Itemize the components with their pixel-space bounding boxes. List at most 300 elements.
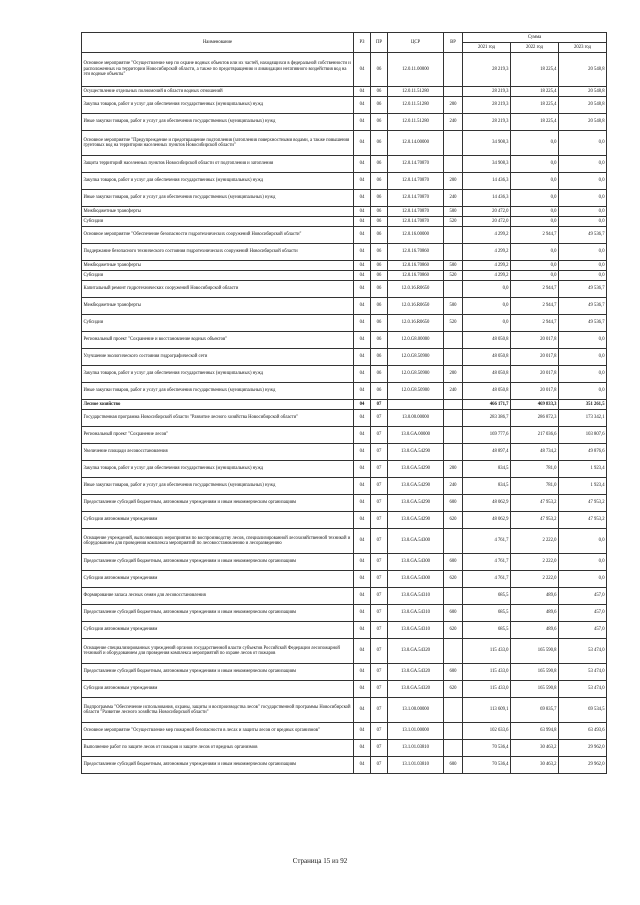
row-sum-2021: 685,5 xyxy=(463,622,511,639)
row-rz: 04 xyxy=(354,740,371,757)
row-sum-2023: 63 493,6 xyxy=(559,723,607,740)
row-sum-2022: 69 835,7 xyxy=(511,698,559,723)
row-sum-2021: 115 433,0 xyxy=(463,639,511,664)
row-sum-2021: 102 633,6 xyxy=(463,723,511,740)
row-sum-2022: 781,0 xyxy=(511,478,559,495)
row-sum-2021: 28 219,3 xyxy=(463,53,511,87)
row-rz: 04 xyxy=(354,400,371,410)
row-csr: 12.0.14.70870 xyxy=(388,207,444,217)
row-pr: 07 xyxy=(371,698,388,723)
row-name: Субсидии автономным учреждениям xyxy=(82,681,354,698)
row-sum-2023: 49 536,7 xyxy=(559,298,607,315)
row-rz: 04 xyxy=(354,114,371,131)
row-pr: 07 xyxy=(371,757,388,774)
row-pr: 07 xyxy=(371,478,388,495)
table-row xyxy=(82,131,607,156)
row-pr: 06 xyxy=(371,173,388,190)
row-sum-2021: 70 536,4 xyxy=(463,740,511,757)
row-vr: 520 xyxy=(444,217,463,227)
row-sum-2021: 4 761,7 xyxy=(463,571,511,588)
row-sum-2021: 48 050,8 xyxy=(463,349,511,366)
row-name: Оснащение специализированных учреждений органов государственной власти субъектов Российской Федерации лесопожарной техникой и оборудованием для проведения комплекса мероприятий по охране лесов от пожаров xyxy=(82,639,354,664)
row-csr: 13.0.GA.54320 xyxy=(388,664,444,681)
header-year-2022: 2022 год xyxy=(511,43,559,53)
header-vr: ВР xyxy=(444,33,463,53)
row-vr: 620 xyxy=(444,622,463,639)
row-rz: 04 xyxy=(354,271,371,281)
row-sum-2021: 0,0 xyxy=(463,315,511,332)
row-vr xyxy=(444,740,463,757)
row-sum-2022: 20 017,8 xyxy=(511,383,559,400)
row-sum-2021: 283 386,7 xyxy=(463,410,511,427)
row-sum-2022: 165 590,8 xyxy=(511,681,559,698)
row-csr: 13.0.GA.54320 xyxy=(388,639,444,664)
row-pr: 06 xyxy=(371,366,388,383)
row-pr: 07 xyxy=(371,588,388,605)
row-vr: 600 xyxy=(444,605,463,622)
row-csr: 12.0.G8.00000 xyxy=(388,332,444,349)
row-vr: 500 xyxy=(444,261,463,271)
row-name: Предоставление субсидий бюджетным, автономным учреждениям и иным некоммерческим организациям xyxy=(82,495,354,512)
row-name: Субсидии автономным учреждениям xyxy=(82,512,354,529)
table-row xyxy=(82,495,607,512)
row-rz: 04 xyxy=(354,427,371,444)
row-csr: 12.0.14.00000 xyxy=(388,131,444,156)
row-pr: 06 xyxy=(371,217,388,227)
row-vr xyxy=(444,588,463,605)
table-row xyxy=(82,723,607,740)
row-rz: 04 xyxy=(354,53,371,87)
table-row xyxy=(82,622,607,639)
row-vr xyxy=(444,698,463,723)
row-csr: 13.1.01.00000 xyxy=(388,723,444,740)
row-pr: 07 xyxy=(371,723,388,740)
row-vr xyxy=(444,87,463,97)
table-row xyxy=(82,173,607,190)
row-sum-2021: 4 299,2 xyxy=(463,261,511,271)
row-vr xyxy=(444,244,463,261)
row-sum-2022: 18 225,4 xyxy=(511,53,559,87)
row-vr: 240 xyxy=(444,190,463,207)
row-csr: 13.0.GA.54300 xyxy=(388,571,444,588)
table-row xyxy=(82,383,607,400)
row-pr: 07 xyxy=(371,495,388,512)
row-csr: 12.0.16.70860 xyxy=(388,261,444,271)
row-sum-2021: 466 171,7 xyxy=(463,400,511,410)
row-name: Государственная программа Новосибирской области "Развитие лесного хозяйства Новосибирской области" xyxy=(82,410,354,427)
header-year-2021: 2021 год xyxy=(463,43,511,53)
row-csr: 12.0.16.R0650 xyxy=(388,298,444,315)
row-sum-2021: 4 299,2 xyxy=(463,271,511,281)
row-sum-2023: 53 474,0 xyxy=(559,664,607,681)
table-row xyxy=(82,207,607,217)
row-name: Иные закупки товаров, работ и услуг для обеспечения государственных (муниципальных) нужд xyxy=(82,114,354,131)
row-rz: 04 xyxy=(354,681,371,698)
row-rz: 04 xyxy=(354,622,371,639)
row-name: Предоставление субсидий бюджетным, автономным учреждениям и иным некоммерческим организациям xyxy=(82,664,354,681)
row-pr: 07 xyxy=(371,444,388,461)
row-sum-2021: 0,0 xyxy=(463,281,511,298)
table-row xyxy=(82,427,607,444)
row-name: Региональный проект "Сохранение лесов" xyxy=(82,427,354,444)
row-sum-2021: 0,0 xyxy=(463,298,511,315)
table-row xyxy=(82,512,607,529)
row-sum-2022: 469 833,3 xyxy=(511,400,559,410)
row-pr: 07 xyxy=(371,554,388,571)
row-sum-2022: 0,0 xyxy=(511,261,559,271)
row-name: Предоставление субсидий бюджетным, автономным учреждениям и иным некоммерческим организациям xyxy=(82,757,354,774)
row-rz: 04 xyxy=(354,298,371,315)
row-sum-2021: 4 761,7 xyxy=(463,554,511,571)
row-sum-2021: 834,5 xyxy=(463,478,511,495)
row-csr: 13.0.GA.54310 xyxy=(388,622,444,639)
table-row xyxy=(82,156,607,173)
row-vr xyxy=(444,529,463,554)
row-name: Межбюджетные трансферты xyxy=(82,298,354,315)
row-sum-2023: 20 548,8 xyxy=(559,97,607,114)
row-rz: 04 xyxy=(354,723,371,740)
row-vr: 620 xyxy=(444,681,463,698)
row-sum-2022: 2 222,0 xyxy=(511,571,559,588)
row-csr: 13.0.GA.54320 xyxy=(388,681,444,698)
row-sum-2023: 0,0 xyxy=(559,349,607,366)
row-name: Закупка товаров, работ и услуг для обеспечения государственных (муниципальных) нужд xyxy=(82,366,354,383)
row-sum-2022: 0,0 xyxy=(511,131,559,156)
row-vr: 200 xyxy=(444,366,463,383)
row-pr: 07 xyxy=(371,461,388,478)
row-pr: 06 xyxy=(371,114,388,131)
row-sum-2021: 20 472,0 xyxy=(463,217,511,227)
table-row xyxy=(82,588,607,605)
table-row xyxy=(82,605,607,622)
row-sum-2021: 48 050,8 xyxy=(463,383,511,400)
row-vr: 200 xyxy=(444,461,463,478)
row-rz: 04 xyxy=(354,207,371,217)
row-sum-2023: 20 548,8 xyxy=(559,53,607,87)
row-name: Субсидии xyxy=(82,217,354,227)
row-csr xyxy=(388,400,444,410)
row-name: Улучшение экологического состояния гидрографической сети xyxy=(82,349,354,366)
row-pr: 06 xyxy=(371,298,388,315)
row-pr: 06 xyxy=(371,244,388,261)
row-rz: 04 xyxy=(354,156,371,173)
row-sum-2022: 217 036,6 xyxy=(511,427,559,444)
row-pr: 06 xyxy=(371,156,388,173)
row-rz: 04 xyxy=(354,131,371,156)
row-csr: 13.0.GA.54290 xyxy=(388,461,444,478)
row-vr: 200 xyxy=(444,97,463,114)
row-sum-2021: 113 609,1 xyxy=(463,698,511,723)
row-csr: 12.0.11.51280 xyxy=(388,114,444,131)
row-name: Предоставление субсидий бюджетным, автономным учреждениям и иным некоммерческим организациям xyxy=(82,605,354,622)
table-row xyxy=(82,261,607,271)
header-name: Наименование xyxy=(82,33,354,53)
row-sum-2021: 4 299,2 xyxy=(463,227,511,244)
row-sum-2023: 0,0 xyxy=(559,173,607,190)
row-sum-2021: 4 761,7 xyxy=(463,529,511,554)
row-rz: 04 xyxy=(354,529,371,554)
row-rz: 04 xyxy=(354,664,371,681)
row-sum-2023: 49 536,7 xyxy=(559,281,607,298)
row-sum-2022: 0,0 xyxy=(511,156,559,173)
row-csr: 12.0.G8.50900 xyxy=(388,366,444,383)
row-rz: 04 xyxy=(354,639,371,664)
row-name: Закупка товаров, работ и услуг для обеспечения государственных (муниципальных) нужд xyxy=(82,97,354,114)
table-row xyxy=(82,298,607,315)
table-row xyxy=(82,271,607,281)
table-row xyxy=(82,698,607,723)
row-vr xyxy=(444,281,463,298)
row-name: Подпрограмма "Обеспечение использования, охраны, защиты и воспроизводства лесов" государственной программы Новосибирской области "Развитие лесного хозяйства Новосибирской области" xyxy=(82,698,354,723)
table-row xyxy=(82,664,607,681)
row-csr: 12.0.11.51280 xyxy=(388,87,444,97)
row-name: Осуществление отдельных полномочий в области водных отношений xyxy=(82,87,354,97)
row-rz: 04 xyxy=(354,227,371,244)
row-sum-2021: 4 299,2 xyxy=(463,244,511,261)
row-sum-2021: 14 436,3 xyxy=(463,173,511,190)
row-sum-2022: 2 944,7 xyxy=(511,227,559,244)
row-rz: 04 xyxy=(354,478,371,495)
row-sum-2023: 0,0 xyxy=(559,383,607,400)
row-pr: 07 xyxy=(371,664,388,681)
row-vr xyxy=(444,444,463,461)
row-name: Формирование запаса лесных семян для лесовосстановления xyxy=(82,588,354,605)
row-rz: 04 xyxy=(354,97,371,114)
row-sum-2023: 1 923,4 xyxy=(559,461,607,478)
table-row xyxy=(82,400,607,410)
row-name: Субсидии xyxy=(82,271,354,281)
row-name: Увеличение площади лесовосстановления xyxy=(82,444,354,461)
row-pr: 06 xyxy=(371,315,388,332)
table-row xyxy=(82,315,607,332)
row-sum-2021: 685,5 xyxy=(463,605,511,622)
row-csr: 13.0.GA.54290 xyxy=(388,495,444,512)
table-row xyxy=(82,571,607,588)
row-name: Основное мероприятие "Осуществление мер пожарной безопасности в лесах и защиты лесов от вредных организмов" xyxy=(82,723,354,740)
row-pr: 06 xyxy=(371,97,388,114)
row-sum-2023: 0,0 xyxy=(559,156,607,173)
row-sum-2022: 0,0 xyxy=(511,244,559,261)
row-rz: 04 xyxy=(354,332,371,349)
table-body xyxy=(82,53,607,774)
row-sum-2022: 0,0 xyxy=(511,207,559,217)
row-sum-2022: 0,0 xyxy=(511,271,559,281)
table-row xyxy=(82,461,607,478)
row-sum-2022: 781,0 xyxy=(511,461,559,478)
row-sum-2023: 49 536,7 xyxy=(559,227,607,244)
row-pr: 06 xyxy=(371,190,388,207)
row-sum-2023: 1 923,4 xyxy=(559,478,607,495)
row-sum-2022: 20 017,8 xyxy=(511,349,559,366)
row-name: Лесное хозяйство xyxy=(82,400,354,410)
row-rz: 04 xyxy=(354,173,371,190)
row-sum-2023: 0,0 xyxy=(559,554,607,571)
row-csr: 12.0.G8.50900 xyxy=(388,349,444,366)
row-sum-2021: 48 050,8 xyxy=(463,332,511,349)
row-rz: 04 xyxy=(354,757,371,774)
row-name: Основное мероприятие "Предупреждение и предотвращение подтопления (затопления поверхностными водами, а также повышения грунтовых вод на территории населенных пунктов Новосибирской области" xyxy=(82,131,354,156)
row-name: Субсидии автономным учреждениям xyxy=(82,622,354,639)
row-csr: 13.1.01.03810 xyxy=(388,757,444,774)
row-name: Субсидии автономным учреждениям xyxy=(82,571,354,588)
row-sum-2021: 34 908,3 xyxy=(463,131,511,156)
row-rz: 04 xyxy=(354,554,371,571)
row-rz: 04 xyxy=(354,698,371,723)
row-name: Предоставление субсидий бюджетным, автономным учреждениям и иным некоммерческим организациям xyxy=(82,554,354,571)
row-sum-2022: 18 225,4 xyxy=(511,114,559,131)
row-rz: 04 xyxy=(354,315,371,332)
row-sum-2021: 28 219,3 xyxy=(463,97,511,114)
row-pr: 06 xyxy=(371,261,388,271)
row-csr: 12.0.G8.50900 xyxy=(388,383,444,400)
table-row xyxy=(82,190,607,207)
row-csr: 12.0.11.00000 xyxy=(388,53,444,87)
row-pr: 06 xyxy=(371,53,388,87)
row-sum-2023: 457,0 xyxy=(559,622,607,639)
row-vr xyxy=(444,639,463,664)
row-rz: 04 xyxy=(354,495,371,512)
row-sum-2022: 165 590,8 xyxy=(511,639,559,664)
row-sum-2023: 53 474,0 xyxy=(559,639,607,664)
row-csr: 12.0.16.70860 xyxy=(388,244,444,261)
header-pr: ПР xyxy=(371,33,388,53)
row-sum-2023: 0,0 xyxy=(559,207,607,217)
row-sum-2021: 48 050,8 xyxy=(463,366,511,383)
row-rz: 04 xyxy=(354,349,371,366)
row-name: Иные закупки товаров, работ и услуг для обеспечения государственных (муниципальных) нужд xyxy=(82,190,354,207)
table-row xyxy=(82,366,607,383)
row-rz: 04 xyxy=(354,410,371,427)
row-csr: 12.0.16.R0650 xyxy=(388,315,444,332)
row-sum-2023: 173 342,1 xyxy=(559,410,607,427)
row-name: Межбюджетные трансферты xyxy=(82,261,354,271)
row-csr: 13.0.GA.54310 xyxy=(388,605,444,622)
row-pr: 07 xyxy=(371,512,388,529)
page-number: Страница 15 из 92 xyxy=(292,857,348,865)
row-sum-2021: 685,5 xyxy=(463,588,511,605)
row-sum-2022: 47 953,2 xyxy=(511,512,559,529)
row-sum-2021: 115 433,0 xyxy=(463,664,511,681)
row-csr: 13.1.00.00000 xyxy=(388,698,444,723)
row-sum-2023: 47 953,2 xyxy=(559,495,607,512)
row-csr: 12.0.11.51280 xyxy=(388,97,444,114)
row-sum-2021: 34 908,3 xyxy=(463,156,511,173)
row-name: Иные закупки товаров, работ и услуг для обеспечения государственных (муниципальных) нужд xyxy=(82,383,354,400)
table-row xyxy=(82,681,607,698)
table-row xyxy=(82,227,607,244)
row-sum-2023: 0,0 xyxy=(559,217,607,227)
row-vr xyxy=(444,427,463,444)
table-row xyxy=(82,740,607,757)
row-vr: 600 xyxy=(444,757,463,774)
row-sum-2022: 48 734,2 xyxy=(511,444,559,461)
row-csr: 12.0.14.70870 xyxy=(388,156,444,173)
row-vr: 620 xyxy=(444,571,463,588)
row-pr: 06 xyxy=(371,207,388,217)
table-row xyxy=(82,478,607,495)
table-row xyxy=(82,53,607,87)
row-sum-2022: 286 872,3 xyxy=(511,410,559,427)
row-sum-2023: 351 261,5 xyxy=(559,400,607,410)
row-sum-2023: 0,0 xyxy=(559,571,607,588)
row-csr: 13.0.GA.54290 xyxy=(388,512,444,529)
header-rz: РЗ xyxy=(354,33,371,53)
row-sum-2022: 165 590,8 xyxy=(511,664,559,681)
row-sum-2021: 48 897,4 xyxy=(463,444,511,461)
row-rz: 04 xyxy=(354,605,371,622)
row-name: Закупка товаров, работ и услуг для обеспечения государственных (муниципальных) нужд xyxy=(82,173,354,190)
row-vr xyxy=(444,53,463,87)
row-sum-2021: 169 777,6 xyxy=(463,427,511,444)
row-pr: 07 xyxy=(371,681,388,698)
row-pr: 06 xyxy=(371,131,388,156)
table-row xyxy=(82,410,607,427)
row-sum-2023: 49 536,7 xyxy=(559,315,607,332)
header-sum: Сумма xyxy=(463,33,607,43)
row-csr: 12.0.16.70860 xyxy=(388,271,444,281)
row-sum-2021: 70 536,4 xyxy=(463,757,511,774)
row-vr: 600 xyxy=(444,554,463,571)
row-name: Закупка товаров, работ и услуг для обеспечения государственных (муниципальных) нужд xyxy=(82,461,354,478)
row-pr: 06 xyxy=(371,271,388,281)
row-pr: 06 xyxy=(371,383,388,400)
row-csr: 12.0.14.70870 xyxy=(388,190,444,207)
table-row xyxy=(82,332,607,349)
row-name: Основное мероприятие "Осуществление мер по охране водных объектов или их частей, находящихся в федеральной собственности и расположенных на территории Новосибирской области, а также по предотвращению и ликвидации негативного воздействия вод на эти водные объекты" xyxy=(82,53,354,87)
row-vr: 500 xyxy=(444,207,463,217)
row-sum-2022: 18 225,4 xyxy=(511,97,559,114)
row-sum-2021: 834,5 xyxy=(463,461,511,478)
row-sum-2023: 457,0 xyxy=(559,588,607,605)
row-sum-2022: 489,6 xyxy=(511,605,559,622)
row-rz: 04 xyxy=(354,461,371,478)
row-vr xyxy=(444,400,463,410)
row-sum-2022: 2 222,0 xyxy=(511,529,559,554)
row-vr: 520 xyxy=(444,315,463,332)
row-name: Иные закупки товаров, работ и услуг для обеспечения государственных (муниципальных) нужд xyxy=(82,478,354,495)
row-csr: 13.0.GA.54310 xyxy=(388,588,444,605)
row-sum-2022: 20 017,8 xyxy=(511,332,559,349)
row-sum-2023: 0,0 xyxy=(559,529,607,554)
row-csr: 13.1.01.03810 xyxy=(388,740,444,757)
row-sum-2023: 0,0 xyxy=(559,244,607,261)
row-rz: 04 xyxy=(354,588,371,605)
row-pr: 07 xyxy=(371,571,388,588)
row-rz: 04 xyxy=(354,444,371,461)
row-sum-2023: 0,0 xyxy=(559,190,607,207)
row-sum-2022: 2 222,0 xyxy=(511,554,559,571)
row-sum-2022: 63 994,8 xyxy=(511,723,559,740)
row-vr xyxy=(444,410,463,427)
row-pr: 07 xyxy=(371,400,388,410)
row-pr: 07 xyxy=(371,410,388,427)
row-sum-2022: 2 944,7 xyxy=(511,298,559,315)
table-header-row xyxy=(82,33,607,43)
header-csr: ЦСР xyxy=(388,33,444,53)
row-rz: 04 xyxy=(354,87,371,97)
row-pr: 06 xyxy=(371,281,388,298)
row-pr: 06 xyxy=(371,332,388,349)
row-sum-2023: 0,0 xyxy=(559,131,607,156)
row-vr: 500 xyxy=(444,298,463,315)
row-sum-2022: 489,6 xyxy=(511,588,559,605)
row-sum-2023: 0,0 xyxy=(559,366,607,383)
table-row xyxy=(82,87,607,97)
row-name: Оснащение учреждений, выполняющих мероприятия по воспроизводству лесов, специализированной лесохозяйственной техникой и оборудованием для проведения комплекса мероприятий по лесовосстановлению и лесоразведению xyxy=(82,529,354,554)
row-sum-2021: 48 062,9 xyxy=(463,512,511,529)
table-row xyxy=(82,244,607,261)
row-sum-2023: 0,0 xyxy=(559,271,607,281)
